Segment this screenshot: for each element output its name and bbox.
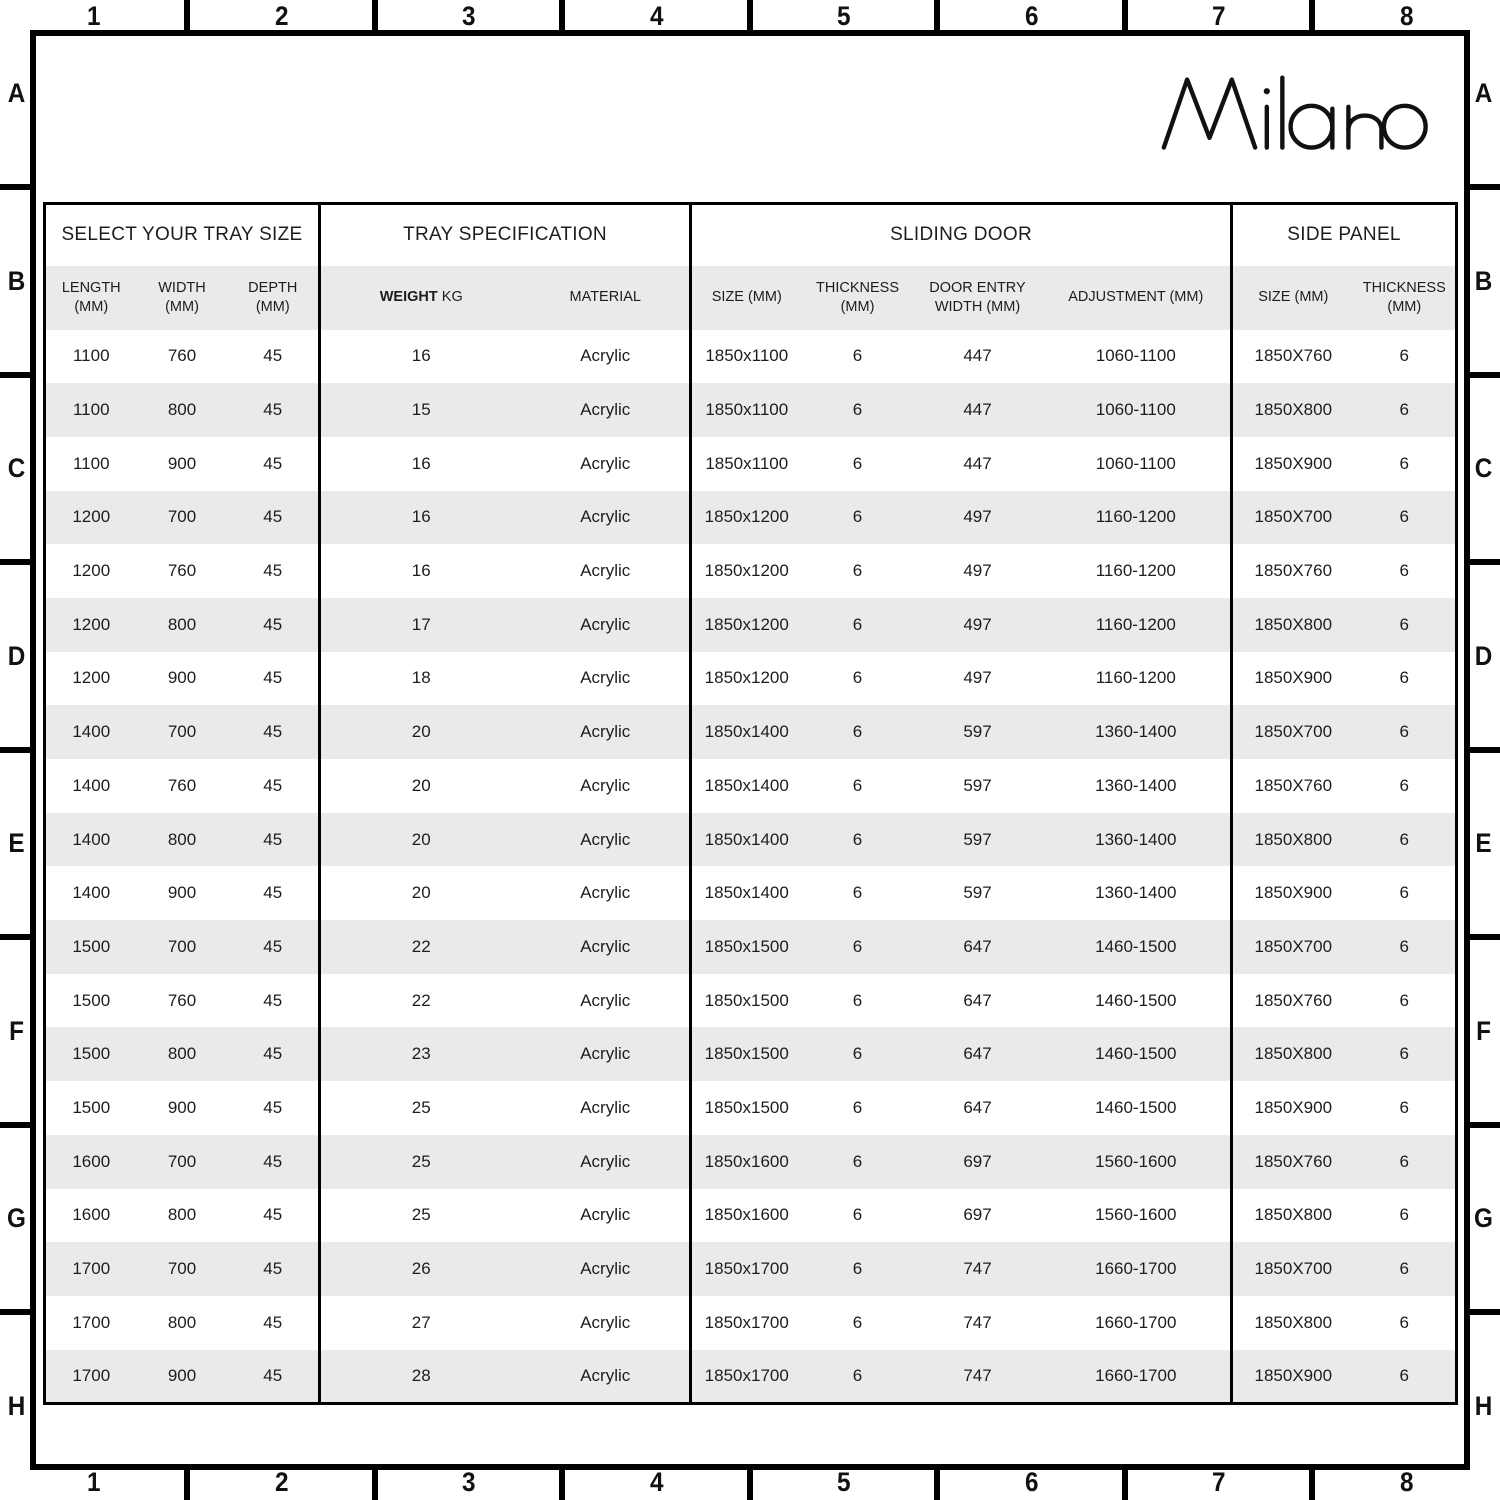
cell-door-thickness: 6 <box>802 1242 914 1296</box>
cell-door-thickness: 6 <box>852 883 863 903</box>
cell-panel-size: 1850X760 <box>1254 775 1333 795</box>
cell-door-adjustment: 1160-1200 <box>1042 598 1232 652</box>
cell-panel-size: 1850X800 <box>1232 1027 1354 1081</box>
grid-label: 2 <box>274 1 289 31</box>
cell-width-mm: 760 <box>167 990 197 1010</box>
cell-door-size: 1850x1200 <box>691 598 802 652</box>
table-row <box>45 866 1457 920</box>
cell-length-mm: 1500 <box>72 1097 111 1117</box>
grid-label: 7 <box>1211 1 1226 31</box>
cell-door-adjustment: 1160-1200 <box>1042 491 1232 545</box>
cell-length-mm: 1700 <box>45 1242 137 1296</box>
cell-door-adjustment: 1160-1200 <box>1042 652 1232 706</box>
cell-panel-thickness: 6 <box>1354 1350 1457 1404</box>
table-row <box>45 598 1457 652</box>
cell-width-mm: 800 <box>167 1205 197 1225</box>
cell-weight-kg: 26 <box>320 1242 522 1296</box>
cell-width-mm: 760 <box>167 346 197 366</box>
cell-door-thickness: 6 <box>852 1205 863 1225</box>
cell-panel-size: 1850X700 <box>1232 491 1354 545</box>
grid-label: 4 <box>649 1 664 31</box>
cell-panel-size: 1850X800 <box>1254 1205 1333 1225</box>
cell-weight-kg: 16 <box>320 491 522 545</box>
grid-label: 5 <box>836 1 851 31</box>
cell-weight-kg: 16 <box>411 346 431 366</box>
grid-label: C <box>7 453 26 484</box>
grid-label: 7 <box>1211 1467 1226 1497</box>
grid-label: F <box>9 1015 24 1046</box>
cell-depth-mm: 45 <box>228 544 320 598</box>
cell-panel-size: 1850X800 <box>1254 1312 1333 1332</box>
cell-door-thickness: 6 <box>802 491 914 545</box>
col-header-length: LENGTH (MM) <box>61 279 121 315</box>
cell-door-entry-width: 747 <box>914 1242 1042 1296</box>
cell-door-size: 1850x1700 <box>691 1242 802 1296</box>
grid-label: D <box>1474 640 1493 671</box>
cell-panel-thickness: 6 <box>1399 668 1410 688</box>
cell-panel-size: 1850X760 <box>1232 1135 1354 1189</box>
table-row <box>45 1189 1457 1243</box>
cell-door-adjustment: 1460-1500 <box>1042 1027 1232 1081</box>
col-header-panel-size: SIZE (MM) <box>1258 289 1329 306</box>
grid-label: A <box>1474 78 1493 109</box>
cell-panel-thickness: 6 <box>1354 1242 1457 1296</box>
cell-panel-size: 1850X900 <box>1254 883 1333 903</box>
cell-panel-thickness: 6 <box>1399 1312 1410 1332</box>
cell-door-adjustment: 1460-1500 <box>1042 1081 1232 1135</box>
cell-panel-size: 1850X700 <box>1232 705 1354 759</box>
col-header-material: MATERIAL <box>522 266 691 330</box>
cell-panel-thickness: 6 <box>1354 1135 1457 1189</box>
table-row <box>45 383 1457 437</box>
cell-door-size: 1850x1500 <box>704 990 789 1010</box>
cell-panel-thickness: 6 <box>1399 990 1410 1010</box>
grid-label: 8 <box>1399 1 1414 31</box>
cell-material: Acrylic <box>522 330 691 384</box>
cell-door-entry-width: 747 <box>963 1312 992 1332</box>
group-title-sliding-door: SLIDING DOOR <box>691 204 1232 266</box>
cell-weight-kg: 16 <box>411 561 431 581</box>
cell-material: Acrylic <box>522 1135 691 1189</box>
cell-door-size: 1850x1600 <box>691 1135 802 1189</box>
cell-material: Acrylic <box>522 383 691 437</box>
cell-panel-thickness: 6 <box>1399 453 1410 473</box>
cell-width-mm: 800 <box>137 1027 228 1081</box>
cell-panel-thickness: 6 <box>1354 491 1457 545</box>
cell-panel-size: 1850X700 <box>1232 920 1354 974</box>
cell-depth-mm: 45 <box>228 1242 320 1296</box>
cell-depth-mm: 45 <box>228 813 320 867</box>
cell-material: Acrylic <box>522 1081 691 1135</box>
cell-door-entry-width: 597 <box>914 705 1042 759</box>
cell-door-thickness: 6 <box>802 598 914 652</box>
cell-door-size: 1850x1100 <box>691 383 802 437</box>
cell-width-mm: 760 <box>167 561 197 581</box>
col-header-door-thickness: THICKNESS (MM) <box>816 279 899 315</box>
cell-width-mm: 900 <box>167 668 197 688</box>
cell-depth-mm: 45 <box>228 974 320 1028</box>
cell-material: Acrylic <box>522 920 691 974</box>
cell-door-entry-width: 497 <box>963 668 992 688</box>
cell-panel-size: 1850X800 <box>1232 383 1354 437</box>
cell-width-mm: 800 <box>137 598 228 652</box>
cell-panel-thickness: 6 <box>1399 346 1410 366</box>
cell-door-entry-width: 647 <box>914 1027 1042 1081</box>
cell-door-adjustment: 1660-1700 <box>1042 1350 1232 1404</box>
cell-width-mm: 800 <box>137 813 228 867</box>
cell-depth-mm: 45 <box>228 383 320 437</box>
cell-door-thickness: 6 <box>852 453 863 473</box>
cell-door-entry-width: 497 <box>914 491 1042 545</box>
cell-panel-size: 1850X900 <box>1254 668 1333 688</box>
grid-label: 6 <box>1024 1467 1039 1497</box>
milano-wordmark-icon <box>1158 68 1430 164</box>
cell-material: Acrylic <box>522 1027 691 1081</box>
table-row <box>45 1135 1457 1189</box>
cell-door-adjustment: 1060-1100 <box>1042 437 1232 491</box>
cell-weight-kg: 20 <box>411 775 431 795</box>
table-row <box>45 813 1457 867</box>
grid-label: 1 <box>86 1 101 31</box>
cell-weight-kg: 22 <box>320 920 522 974</box>
cell-panel-thickness: 6 <box>1354 920 1457 974</box>
cell-depth-mm: 45 <box>228 920 320 974</box>
grid-label: G <box>1474 1203 1493 1234</box>
cell-length-mm: 1100 <box>72 453 110 473</box>
grid-label: 6 <box>1024 1 1039 31</box>
cell-width-mm: 760 <box>167 775 197 795</box>
cell-depth-mm: 45 <box>228 1350 320 1404</box>
cell-door-adjustment: 1560-1600 <box>1042 1135 1232 1189</box>
cell-door-size: 1850x1700 <box>704 1312 789 1332</box>
cell-panel-thickness: 6 <box>1354 383 1457 437</box>
cell-door-adjustment: 1560-1600 <box>1042 1189 1232 1243</box>
grid-label: H <box>7 1390 26 1421</box>
cell-door-entry-width: 697 <box>914 1135 1042 1189</box>
cell-length-mm: 1600 <box>72 1205 111 1225</box>
col-header-door-entry-width: DOOR ENTRY WIDTH (MM) <box>929 279 1026 315</box>
cell-door-thickness: 6 <box>802 1135 914 1189</box>
cell-length-mm: 1500 <box>45 920 137 974</box>
cell-door-thickness: 6 <box>852 990 863 1010</box>
cell-weight-kg: 17 <box>320 598 522 652</box>
col-header-panel-thickness: THICKNESS (MM) <box>1362 279 1446 315</box>
cell-depth-mm: 45 <box>228 1027 320 1081</box>
cell-panel-size: 1850X900 <box>1254 1097 1333 1117</box>
spec-table <box>43 202 1458 1405</box>
cell-door-size: 1850x1400 <box>704 775 789 795</box>
cell-material: Acrylic <box>522 705 691 759</box>
cell-door-size: 1850x1500 <box>691 920 802 974</box>
cell-depth-mm: 45 <box>228 330 320 384</box>
group-title-side-panel: SIDE PANEL <box>1232 204 1457 266</box>
grid-label: 4 <box>649 1467 664 1497</box>
cell-length-mm: 1400 <box>45 705 137 759</box>
cell-length-mm: 1200 <box>45 491 137 545</box>
cell-door-entry-width: 497 <box>914 598 1042 652</box>
cell-material: Acrylic <box>522 437 691 491</box>
cell-material: Acrylic <box>522 544 691 598</box>
cell-weight-kg: 25 <box>320 1135 522 1189</box>
cell-door-size: 1850x1500 <box>691 1027 802 1081</box>
cell-width-mm: 900 <box>167 883 197 903</box>
cell-material: Acrylic <box>522 652 691 706</box>
cell-length-mm: 1200 <box>45 598 137 652</box>
cell-panel-thickness: 6 <box>1399 883 1410 903</box>
cell-door-size: 1850x1200 <box>704 561 789 581</box>
cell-door-entry-width: 447 <box>914 383 1042 437</box>
cell-door-thickness: 6 <box>802 1027 914 1081</box>
grid-label: 3 <box>461 1 476 31</box>
cell-width-mm: 700 <box>137 1135 228 1189</box>
cell-material: Acrylic <box>522 813 691 867</box>
cell-length-mm: 1200 <box>72 668 111 688</box>
grid-label: 1 <box>86 1467 101 1497</box>
col-header-depth: DEPTH (MM) <box>228 266 320 330</box>
table-row <box>45 652 1457 706</box>
cell-width-mm: 700 <box>137 491 228 545</box>
cell-door-thickness: 6 <box>802 813 914 867</box>
cell-material: Acrylic <box>522 974 691 1028</box>
grid-label: C <box>1474 453 1493 484</box>
table-row <box>45 1350 1457 1404</box>
cell-depth-mm: 45 <box>228 652 320 706</box>
cell-door-thickness: 6 <box>852 561 863 581</box>
group-title-tray-specification: TRAY SPECIFICATION <box>320 204 691 266</box>
cell-panel-thickness: 6 <box>1399 775 1410 795</box>
cell-door-size: 1850x1400 <box>691 705 802 759</box>
cell-length-mm: 1100 <box>45 383 137 437</box>
cell-door-thickness: 6 <box>852 775 863 795</box>
cell-door-adjustment: 1660-1700 <box>1042 1242 1232 1296</box>
cell-panel-size: 1850X900 <box>1254 453 1333 473</box>
cell-panel-thickness: 6 <box>1354 1027 1457 1081</box>
cell-depth-mm: 45 <box>228 866 320 920</box>
cell-material: Acrylic <box>522 1350 691 1404</box>
cell-door-thickness: 6 <box>802 705 914 759</box>
table-row <box>45 1081 1457 1135</box>
cell-door-thickness: 6 <box>852 346 863 366</box>
cell-length-mm: 1100 <box>72 346 110 366</box>
cell-weight-kg: 20 <box>320 813 522 867</box>
table-row <box>45 974 1457 1028</box>
cell-length-mm: 1500 <box>45 1027 137 1081</box>
group-title-select-tray-size: SELECT YOUR TRAY SIZE <box>45 204 320 266</box>
group-header-row <box>45 204 1457 266</box>
table-row <box>45 705 1457 759</box>
cell-door-thickness: 6 <box>802 1350 914 1404</box>
cell-length-mm: 1600 <box>45 1135 137 1189</box>
cell-door-entry-width: 447 <box>963 453 992 473</box>
cell-width-mm: 800 <box>137 383 228 437</box>
cell-door-size: 1850x1400 <box>691 813 802 867</box>
cell-width-mm: 900 <box>137 1350 228 1404</box>
cell-panel-thickness: 6 <box>1354 598 1457 652</box>
cell-panel-size: 1850X800 <box>1232 813 1354 867</box>
grid-label: 5 <box>836 1467 851 1497</box>
cell-depth-mm: 45 <box>228 598 320 652</box>
cell-panel-size: 1850X760 <box>1254 990 1333 1010</box>
cell-length-mm: 1400 <box>72 775 111 795</box>
cell-door-thickness: 6 <box>802 383 914 437</box>
grid-label: B <box>7 265 26 296</box>
cell-panel-thickness: 6 <box>1399 561 1410 581</box>
table-row <box>45 491 1457 545</box>
cell-door-entry-width: 497 <box>963 561 992 581</box>
cell-length-mm: 1500 <box>72 990 111 1010</box>
cell-door-size: 1850x1500 <box>704 1097 789 1117</box>
cell-material: Acrylic <box>522 1242 691 1296</box>
cell-door-adjustment: 1460-1500 <box>1042 974 1232 1028</box>
cell-door-entry-width: 647 <box>963 1097 992 1117</box>
table-row <box>45 1296 1457 1350</box>
cell-panel-size: 1850X800 <box>1232 598 1354 652</box>
cell-panel-size: 1850X700 <box>1232 1242 1354 1296</box>
cell-door-size: 1850x1200 <box>691 491 802 545</box>
table-row <box>45 759 1457 813</box>
grid-column-labels-bottom <box>0 1465 1500 1500</box>
table-row <box>45 437 1457 491</box>
col-header-adjustment: ADJUSTMENT (MM) <box>1042 266 1232 330</box>
cell-length-mm: 1200 <box>72 561 111 581</box>
cell-depth-mm: 45 <box>228 1296 320 1350</box>
grid-label: D <box>7 640 26 671</box>
cell-length-mm: 1400 <box>72 883 111 903</box>
cell-weight-kg: 16 <box>411 453 431 473</box>
cell-door-adjustment: 1360-1400 <box>1042 759 1232 813</box>
cell-weight-kg: 25 <box>411 1205 431 1225</box>
grid-label: 2 <box>274 1467 289 1497</box>
cell-door-entry-width: 597 <box>914 813 1042 867</box>
cell-door-adjustment: 1360-1400 <box>1042 866 1232 920</box>
grid-label: 3 <box>461 1467 476 1497</box>
cell-weight-kg: 20 <box>320 705 522 759</box>
grid-label: H <box>1474 1390 1493 1421</box>
cell-width-mm: 900 <box>167 453 197 473</box>
cell-width-mm: 800 <box>167 1312 197 1332</box>
cell-length-mm: 1700 <box>72 1312 111 1332</box>
cell-weight-kg: 27 <box>411 1312 431 1332</box>
cell-material: Acrylic <box>522 866 691 920</box>
cell-weight-kg: 23 <box>320 1027 522 1081</box>
cell-door-size: 1850x1400 <box>704 883 789 903</box>
cell-door-size: 1850x1100 <box>705 346 789 366</box>
table-row <box>45 1027 1457 1081</box>
cell-panel-size: 1850X760 <box>1254 346 1333 366</box>
cell-material: Acrylic <box>522 491 691 545</box>
cell-door-adjustment: 1060-1100 <box>1042 383 1232 437</box>
cell-weight-kg: 22 <box>411 990 431 1010</box>
cell-door-entry-width: 597 <box>963 775 992 795</box>
cell-door-adjustment: 1460-1500 <box>1042 920 1232 974</box>
cell-door-adjustment: 1360-1400 <box>1042 813 1232 867</box>
cell-door-entry-width: 647 <box>963 990 992 1010</box>
cell-door-thickness: 6 <box>852 1312 863 1332</box>
cell-material: Acrylic <box>522 1189 691 1243</box>
table-row <box>45 920 1457 974</box>
cell-door-thickness: 6 <box>852 1097 863 1117</box>
col-header-weight: WEIGHT KG <box>379 289 463 306</box>
cell-door-entry-width: 697 <box>963 1205 992 1225</box>
cell-weight-kg: 15 <box>320 383 522 437</box>
cell-door-adjustment: 1360-1400 <box>1042 705 1232 759</box>
column-header-row <box>45 266 1457 330</box>
cell-weight-kg: 18 <box>411 668 431 688</box>
cell-width-mm: 700 <box>137 1242 228 1296</box>
cell-door-size: 1850x1600 <box>704 1205 789 1225</box>
cell-depth-mm: 45 <box>228 491 320 545</box>
cell-panel-thickness: 6 <box>1354 705 1457 759</box>
cell-depth-mm: 45 <box>228 1135 320 1189</box>
cell-depth-mm: 45 <box>228 705 320 759</box>
cell-width-mm: 900 <box>167 1097 197 1117</box>
cell-door-adjustment: 1660-1700 <box>1042 1296 1232 1350</box>
grid-label: B <box>1474 265 1493 296</box>
cell-material: Acrylic <box>522 1296 691 1350</box>
cell-width-mm: 700 <box>137 705 228 759</box>
cell-door-entry-width: 597 <box>963 883 992 903</box>
cell-depth-mm: 45 <box>228 1081 320 1135</box>
cell-door-size: 1850x1200 <box>704 668 789 688</box>
grid-column-labels-top <box>0 0 1500 33</box>
col-header-width: WIDTH (MM) <box>158 279 206 315</box>
cell-panel-thickness: 6 <box>1399 1205 1410 1225</box>
cell-door-size: 1850x1100 <box>705 453 789 473</box>
cell-depth-mm: 45 <box>228 759 320 813</box>
cell-door-adjustment: 1060-1100 <box>1042 330 1232 384</box>
cell-weight-kg: 20 <box>411 883 431 903</box>
cell-panel-thickness: 6 <box>1354 813 1457 867</box>
cell-door-entry-width: 647 <box>914 920 1042 974</box>
grid-label: E <box>1475 828 1492 859</box>
grid-label: A <box>7 78 26 109</box>
cell-width-mm: 700 <box>137 920 228 974</box>
cell-panel-size: 1850X760 <box>1254 561 1333 581</box>
cell-material: Acrylic <box>522 759 691 813</box>
col-header-door-size: SIZE (MM) <box>711 289 782 306</box>
grid-row-labels-right <box>1467 0 1500 1500</box>
grid-label: G <box>7 1203 26 1234</box>
grid-label: F <box>1476 1015 1491 1046</box>
cell-weight-kg: 28 <box>320 1350 522 1404</box>
grid-row-labels-left <box>0 0 33 1500</box>
table-row <box>45 330 1457 384</box>
cell-length-mm: 1400 <box>45 813 137 867</box>
cell-length-mm: 1700 <box>45 1350 137 1404</box>
grid-label: 8 <box>1399 1467 1414 1497</box>
cell-door-size: 1850x1700 <box>691 1350 802 1404</box>
cell-weight-kg: 25 <box>411 1097 431 1117</box>
cell-door-entry-width: 747 <box>914 1350 1042 1404</box>
cell-door-thickness: 6 <box>802 920 914 974</box>
grid-label: E <box>8 828 25 859</box>
cell-door-thickness: 6 <box>852 668 863 688</box>
brand-logo <box>1158 68 1430 164</box>
cell-door-entry-width: 447 <box>963 346 992 366</box>
table-row <box>45 544 1457 598</box>
table-row <box>45 1242 1457 1296</box>
spec-table-body <box>45 330 1457 1404</box>
cell-depth-mm: 45 <box>228 1189 320 1243</box>
cell-material: Acrylic <box>522 598 691 652</box>
cell-depth-mm: 45 <box>228 437 320 491</box>
cell-panel-size: 1850X900 <box>1232 1350 1354 1404</box>
cell-panel-thickness: 6 <box>1399 1097 1410 1117</box>
cell-door-adjustment: 1160-1200 <box>1042 544 1232 598</box>
